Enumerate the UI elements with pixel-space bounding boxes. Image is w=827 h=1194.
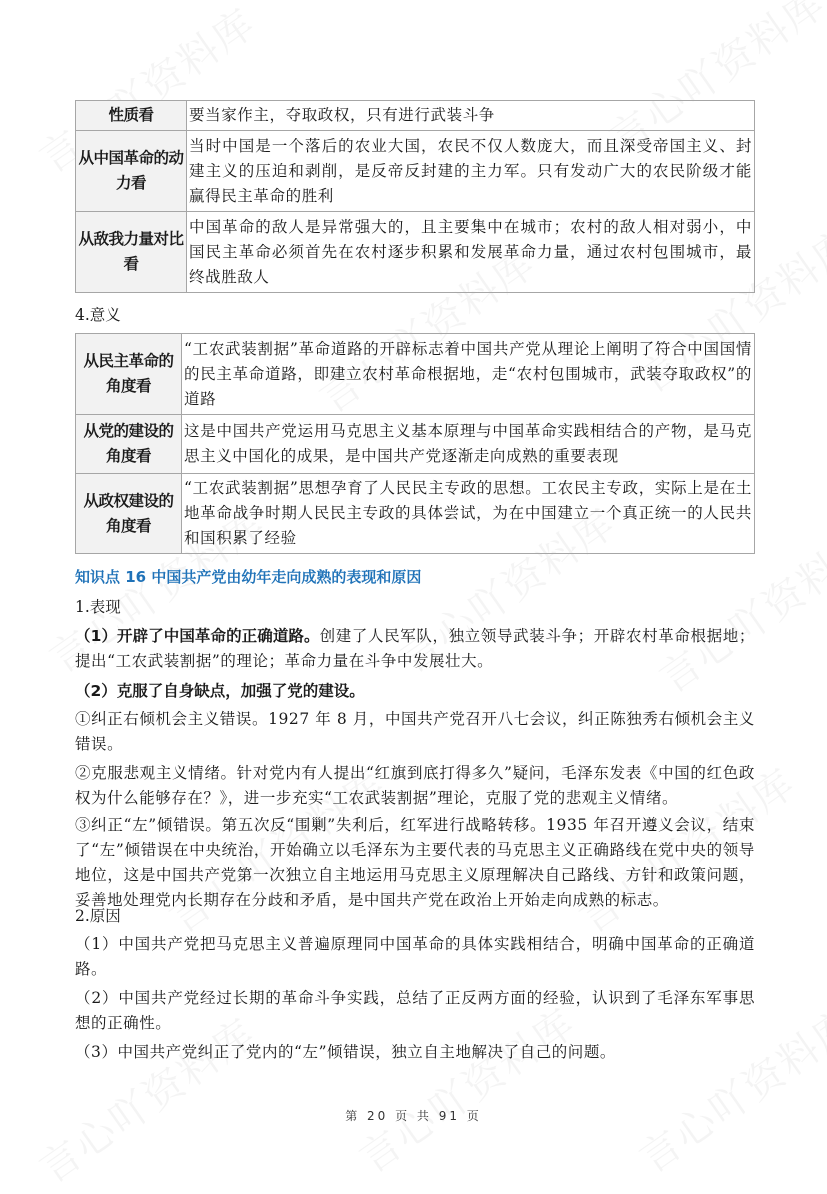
section-heading-reasons: 2.原因	[75, 907, 121, 925]
table-row	[76, 131, 755, 212]
nature-analysis-table	[75, 100, 755, 293]
row-content: 中国革命的敌人是异常强大的，且主要集中在城市；农村的敌人相对弱小，中国民主革命必须首先在农村逐步积累和发展革命力量，通过农村包围城市，最终战胜敌人	[187, 212, 755, 293]
row-content: 当时中国是一个落后的农业大国，农民不仅人数庞大，而且深受帝国主义、封建主义的压迫和剥削，是反帝反封建的主力军。只有发动广大的农民阶级才能赢得民主革命的胜利	[187, 131, 755, 212]
reason-item: （1）中国共产党把马克思主义普遍原理同中国革命的具体实践相结合，明确中国革命的正确道路。	[75, 935, 755, 978]
performance-item-2-title: （2）克服了自身缺点，加强了党的建设。	[75, 682, 365, 700]
performance-item-1	[75, 624, 755, 674]
row-content: “工农武装割据”革命道路的开辟标志着中国共产党从理论上阐明了符合中国国情的民主革命道路，即建立农村革命根据地，走“农村包围城市，武装夺取政权”的道路	[182, 334, 755, 415]
performance-sub-3: ③纠正“左”倾错误。第五次反“围剿”失利后，红军进行战略转移。1935 年召开遵义会议，结束了“左”倾错误在中央统治，开始确立以毛泽东为主要代表的马克思主义正确路线在党中央的领导地位，这是中国共产党第一次独立自主地运用马克思主义原理解决自己路线、方针和政策问题，妥善地处理党内长期存在分歧和矛盾，是中国共产党在政治上开始走向成熟的标志。	[75, 816, 755, 909]
row-content: “工农武装割据”思想孕育了人民民主专政的思想。工农民主专政，实际上是在土地革命战争时期人民民主专政的具体尝试，为在中国建立一个真正统一的人民共和国积累了经验	[182, 474, 755, 554]
row-label: 从中国革命的动力看	[76, 131, 187, 212]
table-row	[76, 415, 755, 474]
row-label: 从敌我力量对比看	[76, 212, 187, 293]
knowledge-point-title: 知识点 16 中国共产党由幼年走向成熟的表现和原因	[75, 568, 422, 586]
performance-item-1-title: （1）开辟了中国革命的正确道路。	[75, 627, 320, 645]
row-label: 从党的建设的角度看	[76, 415, 182, 474]
section-heading-performance: 1.表现	[75, 598, 121, 616]
row-content: 这是中国共产党运用马克思主义基本原理与中国革命实践相结合的产物，是马克思主义中国化的成果，是中国共产党逐渐走向成熟的重要表现	[182, 415, 755, 474]
table-row	[76, 101, 755, 131]
row-label: 从民主革命的角度看	[76, 334, 182, 415]
performance-item-2	[75, 679, 755, 704]
table-row	[76, 212, 755, 293]
page-number: 第 20 页 共 91 页	[345, 1109, 482, 1123]
table-row	[76, 474, 755, 554]
section-heading-significance: 4.意义	[75, 306, 121, 324]
reason-item: （2）中国共产党经过长期的革命斗争实践，总结了正反两方面的经验，认识到了毛泽东军事思想的正确性。	[75, 989, 755, 1032]
row-content: 要当家作主，夺取政权，只有进行武装斗争	[187, 101, 755, 131]
row-label: 性质看	[76, 101, 187, 131]
row-label: 从政权建设的角度看	[76, 474, 182, 554]
significance-table	[75, 333, 755, 554]
performance-sub-2: ②克服悲观主义情绪。针对党内有人提出“红旗到底打得多久”疑问，毛泽东发表《中国的红色政权为什么能够存在？》，进一步充实“工农武装割据”理论，克服了党的悲观主义情绪。	[75, 764, 755, 807]
performance-item-1-text: 创建了人民军队，独立领导武装斗争；开辟农村革命根据地；提出“工农武装割据”的理论；革命力量在斗争中发展壮大。	[75, 627, 755, 670]
table-row	[76, 334, 755, 415]
performance-sub-1: ①纠正右倾机会主义错误。1927 年 8 月，中国共产党召开八七会议，纠正陈独秀右倾机会主义错误。	[75, 710, 755, 753]
reason-item: （3）中国共产党纠正了党内的“左”倾错误，独立自主地解决了自己的问题。	[75, 1043, 616, 1061]
